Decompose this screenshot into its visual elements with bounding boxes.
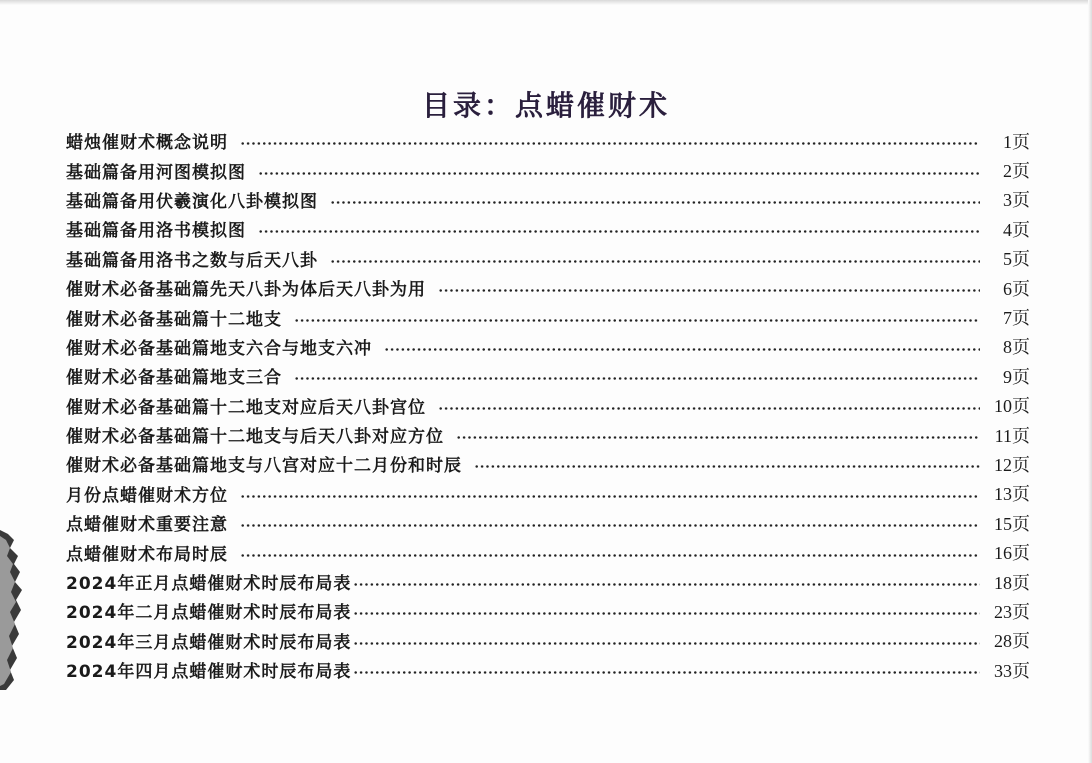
dot-leader bbox=[353, 670, 980, 675]
dot-leader bbox=[353, 641, 980, 646]
toc-entry[interactable] bbox=[66, 361, 1030, 390]
dot-leader bbox=[240, 494, 980, 499]
toc-entry-title: 催财术必备基础篇十二地支与后天八卦对应方位 bbox=[66, 427, 444, 448]
page-title: 目录：点蜡催财术 bbox=[421, 89, 670, 122]
toc-page-number: 16页 bbox=[994, 543, 1030, 564]
toc-entry-title: 2024年正月点蜡催财术时辰布局表 bbox=[66, 574, 352, 595]
toc-page-number: 33页 bbox=[994, 660, 1030, 681]
toc-entry-title: 2024年四月点蜡催财术时辰布局表 bbox=[66, 662, 352, 683]
dot-leader bbox=[456, 435, 980, 440]
dot-leader bbox=[258, 229, 980, 234]
toc-entry[interactable] bbox=[66, 332, 1030, 361]
toc-page-number: 7页 bbox=[1003, 308, 1030, 329]
toc-page-number: 1页 bbox=[1003, 131, 1030, 152]
dot-leader bbox=[240, 553, 980, 558]
toc-page-number: 3页 bbox=[1003, 190, 1030, 211]
toc-entry[interactable] bbox=[66, 302, 1030, 331]
toc-entry-title: 2024年二月点蜡催财术时辰布局表 bbox=[66, 603, 352, 624]
toc-page-number: 9页 bbox=[1003, 366, 1030, 387]
toc-entry-title: 月份点蜡催财术方位 bbox=[66, 485, 228, 506]
toc-entry-title: 点蜡催财术布局时辰 bbox=[66, 544, 228, 565]
toc-page-number: 8页 bbox=[1003, 337, 1030, 358]
toc-entry-title: 基础篇备用洛书之数与后天八卦 bbox=[66, 250, 318, 271]
dot-leader bbox=[330, 259, 980, 264]
toc-page-number: 5页 bbox=[1003, 249, 1030, 270]
toc-entry[interactable] bbox=[66, 155, 1030, 184]
toc-entry-title: 催财术必备基础篇地支三合 bbox=[66, 368, 282, 389]
dot-leader bbox=[353, 582, 980, 587]
toc-entry[interactable] bbox=[66, 273, 1030, 302]
toc-entry-title: 蜡烛催财术概念说明 bbox=[66, 133, 228, 154]
toc-entry[interactable] bbox=[66, 420, 1030, 449]
toc-entry-title: 催财术必备基础篇十二地支对应后天八卦宫位 bbox=[66, 397, 426, 418]
toc-entry-title: 基础篇备用伏羲演化八卦模拟图 bbox=[66, 191, 318, 212]
toc-entry-title: 催财术必备基础篇十二地支 bbox=[66, 309, 282, 330]
torn-paper-edge bbox=[0, 530, 30, 690]
toc-page-number: 13页 bbox=[994, 484, 1030, 505]
toc-entry[interactable] bbox=[66, 508, 1030, 537]
dot-leader bbox=[353, 611, 980, 616]
toc-entry[interactable] bbox=[66, 626, 1030, 655]
toc-entry-title: 催财术必备基础篇先天八卦为体后天八卦为用 bbox=[66, 280, 426, 301]
toc-entry-title: 催财术必备基础篇地支与八宫对应十二月份和时辰 bbox=[66, 456, 462, 477]
toc-page-number: 4页 bbox=[1003, 219, 1030, 240]
dot-leader bbox=[294, 376, 980, 381]
toc-entry-title: 点蜡催财术重要注意 bbox=[66, 515, 228, 536]
toc-entry[interactable] bbox=[66, 655, 1030, 684]
dot-leader bbox=[330, 200, 980, 205]
toc-page-number: 23页 bbox=[994, 601, 1030, 622]
toc-entry[interactable] bbox=[66, 214, 1030, 243]
dot-leader bbox=[438, 288, 980, 293]
toc-page-number: 15页 bbox=[994, 513, 1030, 534]
toc-page-number: 18页 bbox=[994, 572, 1030, 593]
dot-leader bbox=[384, 347, 980, 352]
dot-leader bbox=[474, 464, 980, 469]
dot-leader bbox=[258, 171, 980, 176]
toc-entry[interactable] bbox=[66, 449, 1030, 478]
scan-edge-top bbox=[0, 0, 1092, 5]
toc-entry-title: 催财术必备基础篇地支六合与地支六冲 bbox=[66, 338, 372, 359]
toc-entry-title: 基础篇备用河图模拟图 bbox=[66, 162, 246, 183]
toc-entry-title: 基础篇备用洛书模拟图 bbox=[66, 221, 246, 242]
dot-leader bbox=[240, 523, 980, 528]
toc-entry[interactable] bbox=[66, 596, 1030, 625]
toc-entry[interactable] bbox=[66, 391, 1030, 420]
toc-page-number: 11页 bbox=[994, 425, 1030, 446]
toc-page-number: 28页 bbox=[994, 631, 1030, 652]
dot-leader bbox=[240, 141, 980, 146]
toc-page-number: 6页 bbox=[1003, 278, 1030, 299]
toc-entry-title: 2024年三月点蜡催财术时辰布局表 bbox=[66, 632, 352, 653]
toc-page-number: 2页 bbox=[1003, 161, 1030, 182]
toc-page-number: 12页 bbox=[994, 454, 1030, 475]
toc-entry[interactable] bbox=[66, 479, 1030, 508]
table-of-contents bbox=[66, 126, 1030, 684]
toc-entry[interactable] bbox=[66, 567, 1030, 596]
toc-page-number: 10页 bbox=[994, 396, 1030, 417]
toc-entry[interactable] bbox=[66, 537, 1030, 566]
dot-leader bbox=[294, 318, 980, 323]
toc-entry[interactable] bbox=[66, 244, 1030, 273]
dot-leader bbox=[438, 406, 980, 411]
toc-entry[interactable] bbox=[66, 185, 1030, 214]
toc-entry[interactable] bbox=[66, 126, 1030, 155]
